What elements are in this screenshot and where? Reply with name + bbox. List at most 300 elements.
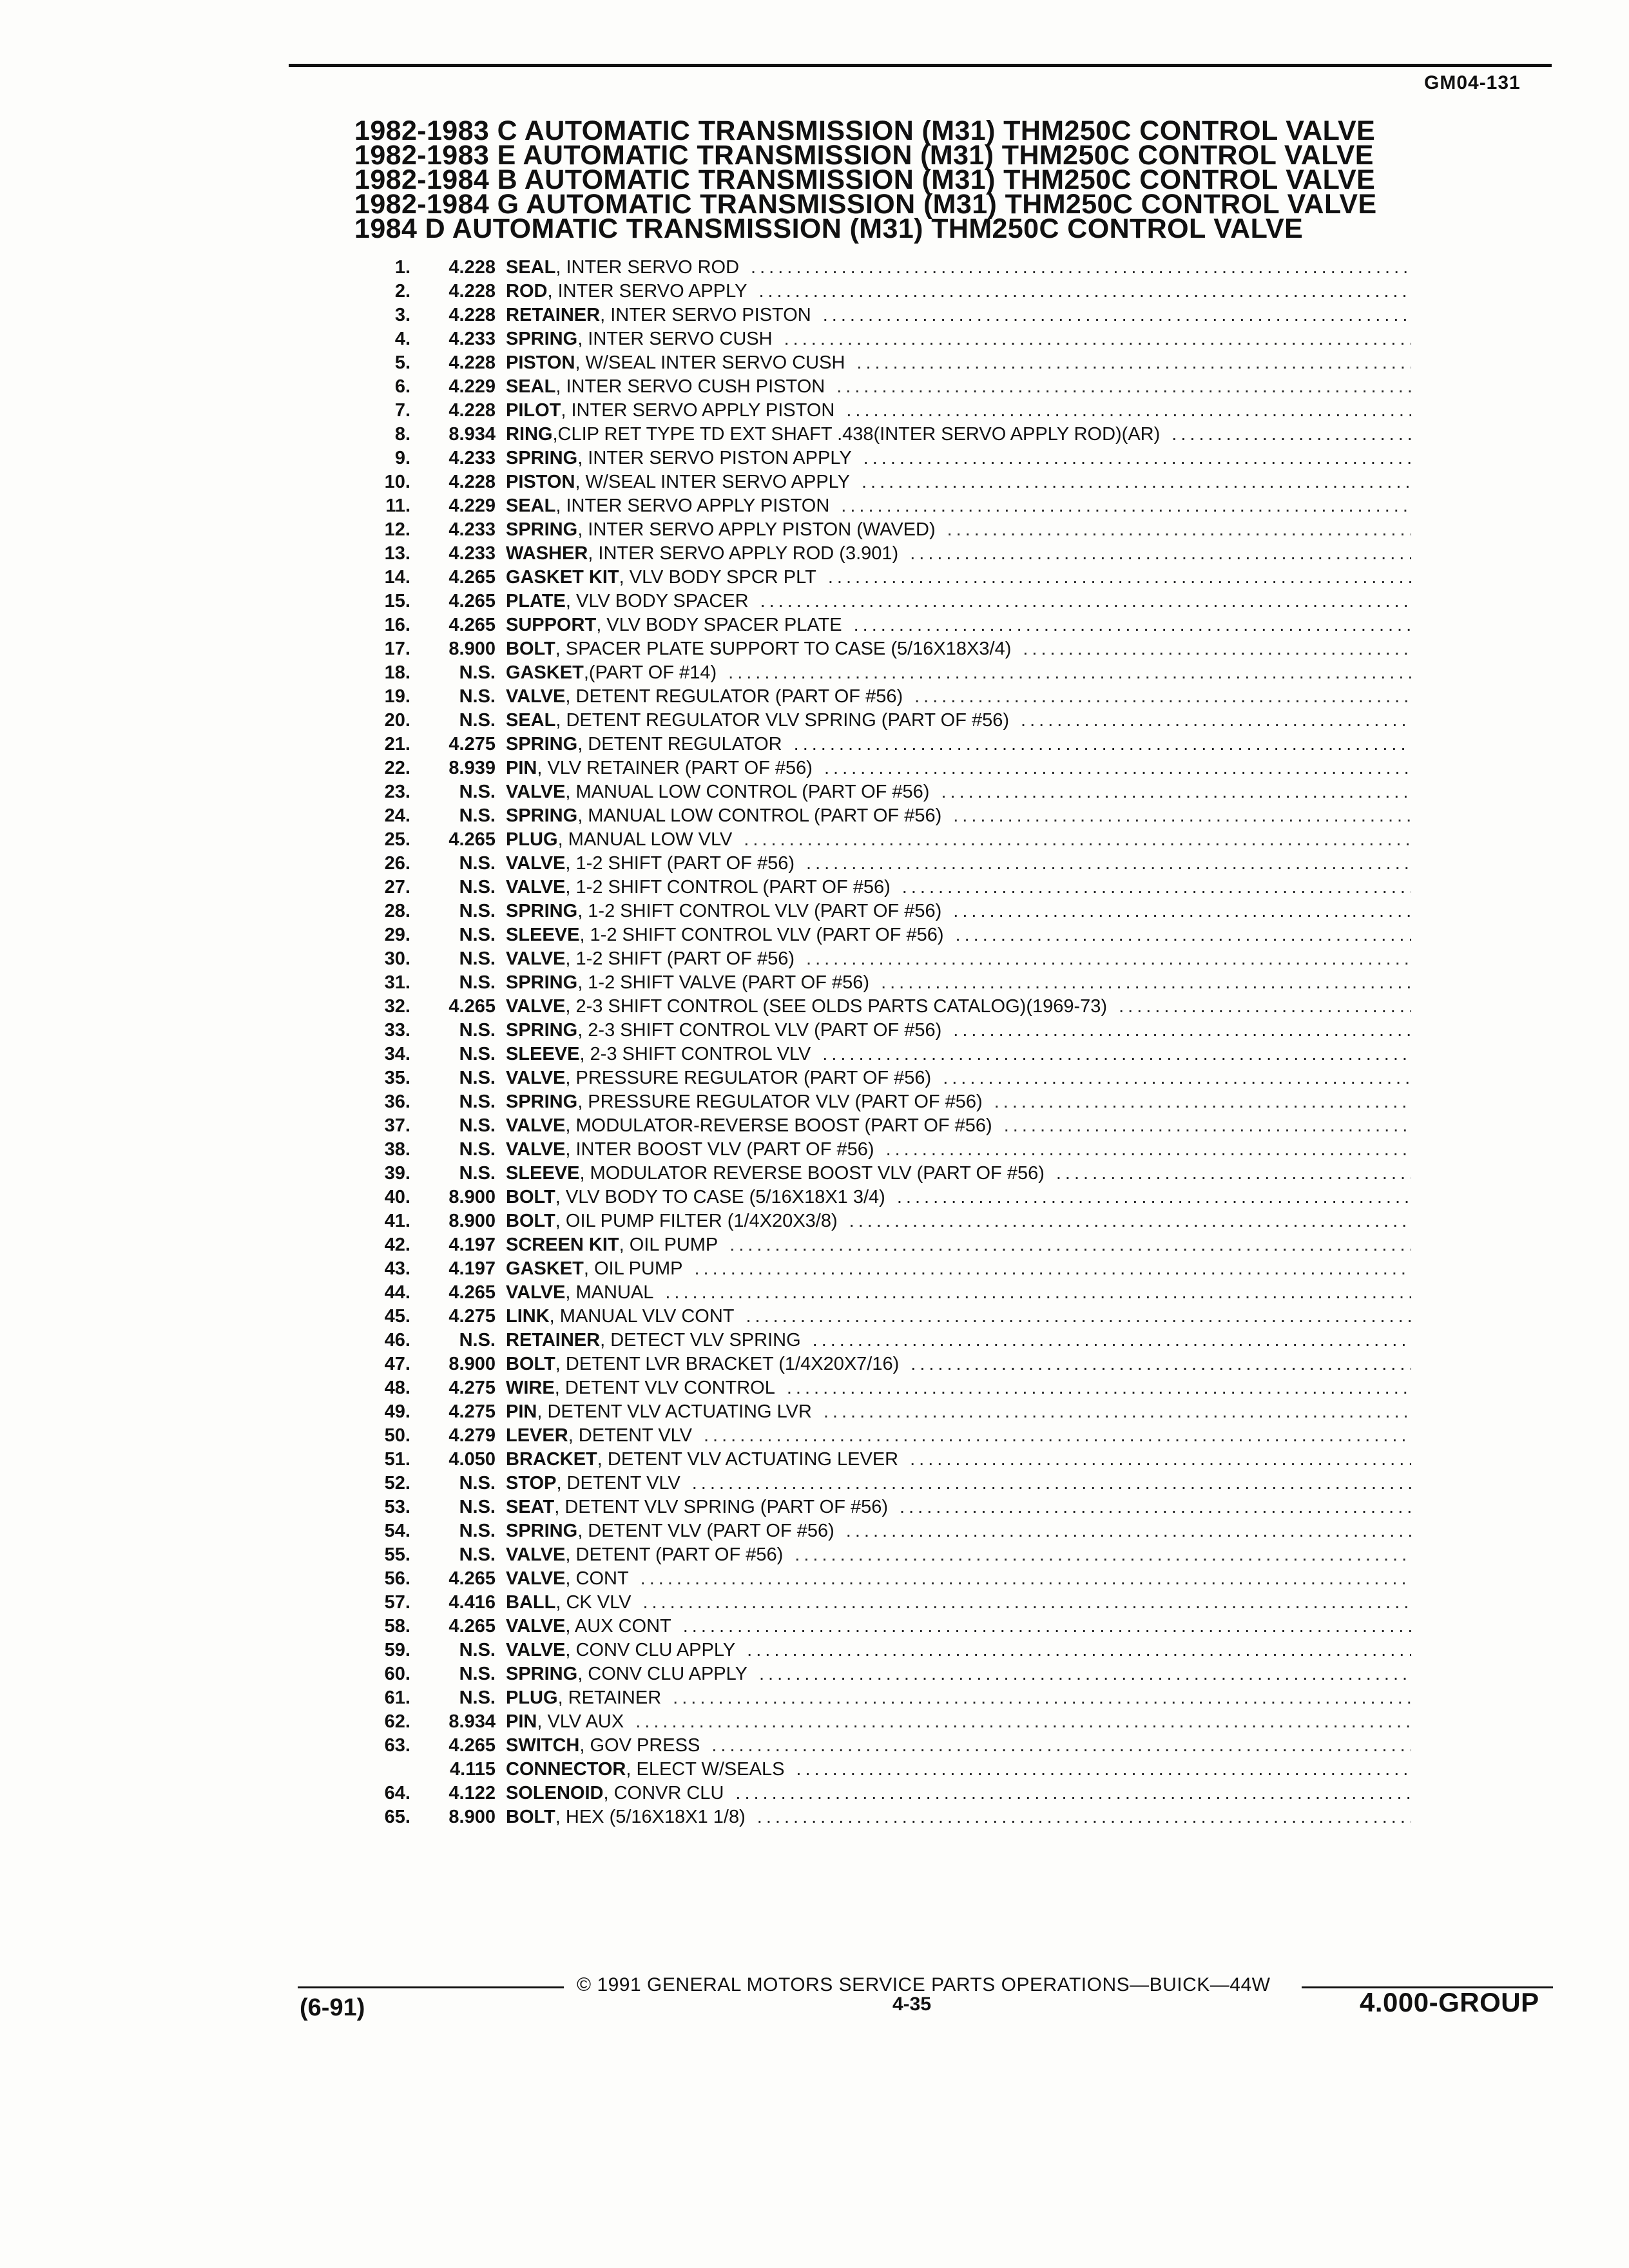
ref-number: 56. [384, 1568, 410, 1589]
dot-leader [758, 280, 1411, 303]
part-name: CONNECTOR [506, 1759, 626, 1780]
group-number: 8.939 [448, 758, 496, 778]
dot-leader [910, 542, 1411, 566]
group-number: 8.900 [448, 1807, 496, 1827]
part-description: , 1-2 SHIFT CONTROL (PART OF #56) [565, 877, 891, 898]
ref-number: 34. [384, 1044, 410, 1064]
ref-number: 46. [384, 1330, 410, 1350]
part-description: , W/SEAL INTER SERVO CUSH [575, 352, 845, 373]
list-item [358, 1734, 1411, 1758]
part-description: , VLV RETAINER (PART OF #56) [537, 758, 813, 778]
group-number: N.S. [459, 1115, 496, 1136]
part-description: , MANUAL LOW CONTROL (PART OF #56) [577, 805, 942, 826]
part-description: , DETENT REGULATOR [577, 734, 782, 754]
group-number: 4.265 [448, 1616, 496, 1637]
dot-leader [841, 494, 1411, 518]
ref-number: 10. [384, 472, 410, 492]
list-item [358, 1615, 1411, 1639]
dot-leader [897, 1186, 1411, 1209]
dot-leader [787, 1376, 1411, 1400]
dot-leader [947, 518, 1411, 542]
group-number: 4.228 [448, 257, 496, 278]
part-name: SPRING [506, 1091, 578, 1112]
ref-number: 17. [384, 639, 410, 659]
list-item [358, 733, 1411, 756]
part-description: , DETENT VLV CONTROL [554, 1378, 775, 1398]
ref-number: 53. [384, 1497, 410, 1517]
group-number: 4.275 [448, 1378, 496, 1398]
dot-leader [683, 1615, 1411, 1639]
ref-number: 20. [384, 710, 410, 731]
list-item [358, 375, 1411, 399]
ref-number: 39. [384, 1163, 410, 1184]
part-name: VALVE [506, 1544, 566, 1565]
group-number: 4.122 [448, 1783, 496, 1803]
group-number: 4.233 [448, 329, 496, 349]
list-item [358, 1019, 1411, 1043]
group-number: 8.934 [448, 424, 496, 445]
part-name: RETAINER [506, 1330, 601, 1350]
list-item [358, 1162, 1411, 1186]
ref-number: 64. [384, 1783, 410, 1803]
part-description: , ELECT W/SEALS [626, 1759, 785, 1780]
dot-leader [694, 1257, 1411, 1281]
part-description: , VLV BODY SPACER PLATE [596, 615, 842, 635]
part-name: VALVE [506, 877, 566, 898]
ref-number: 49. [384, 1401, 410, 1422]
part-name: BOLT [506, 1807, 555, 1827]
part-name: PIN [506, 758, 537, 778]
footer-rule-left [298, 1986, 564, 1988]
part-name: SEAT [506, 1497, 555, 1517]
list-item [358, 1090, 1411, 1114]
group-label: 4.000-GROUP [1360, 1987, 1539, 2017]
part-description: , INTER SERVO APPLY PISTON (WAVED) [577, 519, 936, 540]
list-item [358, 1567, 1411, 1591]
part-description: , VLV AUX [537, 1711, 624, 1732]
part-name: VALVE [506, 948, 566, 969]
part-description: , 1-2 SHIFT VALVE (PART OF #56) [577, 972, 870, 993]
list-item [358, 1686, 1411, 1710]
part-description: , INTER SERVO CUSH [577, 329, 773, 349]
ref-number: 48. [384, 1378, 410, 1398]
group-number: 8.934 [448, 1711, 496, 1732]
group-number: N.S. [459, 782, 496, 802]
dot-leader [641, 1567, 1411, 1591]
group-number: N.S. [459, 1664, 496, 1684]
part-name: VALVE [506, 1139, 566, 1160]
list-item [358, 637, 1411, 661]
list-item [358, 1448, 1411, 1472]
part-name: GASKET [506, 662, 584, 683]
list-item [358, 1424, 1411, 1448]
list-item [358, 613, 1411, 637]
list-item [358, 1114, 1411, 1138]
group-number: 8.900 [448, 1354, 496, 1374]
group-number: 4.275 [448, 1401, 496, 1422]
part-description: , DETENT VLV ACTUATING LEVER [597, 1449, 899, 1470]
part-description: , OIL PUMP [583, 1258, 683, 1279]
dot-leader [795, 1543, 1411, 1567]
ref-number: 35. [384, 1068, 410, 1088]
list-item [358, 399, 1411, 423]
group-number: 4.228 [448, 400, 496, 421]
group-number: N.S. [459, 1068, 496, 1088]
part-description: , SPACER PLATE SUPPORT TO CASE (5/16X18X3/4) [555, 639, 1012, 659]
part-description: , 2-3 SHIFT CONTROL VLV [579, 1044, 811, 1064]
list-item [358, 423, 1411, 447]
part-description: , 2-3 SHIFT CONTROL (SEE OLDS PARTS CATALOG)(1969-73) [565, 996, 1108, 1017]
part-name: SEAL [506, 710, 556, 731]
part-description: , DETENT VLV [556, 1473, 680, 1494]
group-number: 4.275 [448, 1306, 496, 1327]
part-description: , 1-2 SHIFT (PART OF #56) [565, 948, 795, 969]
dot-leader [911, 1352, 1411, 1376]
part-name: BRACKET [506, 1449, 597, 1470]
part-name: PLUG [506, 829, 558, 850]
part-name: SPRING [506, 329, 578, 349]
dot-leader [757, 1805, 1411, 1829]
group-number: N.S. [459, 901, 496, 921]
part-name: SPRING [506, 972, 578, 993]
part-description: , DETENT REGULATOR (PART OF #56) [565, 686, 903, 707]
part-name: STOP [506, 1473, 557, 1494]
part-name: VALVE [506, 996, 566, 1017]
dot-leader [941, 780, 1411, 804]
ref-number: 24. [384, 805, 410, 826]
ref-number: 50. [384, 1425, 410, 1446]
part-name: WIRE [506, 1378, 555, 1398]
list-item [358, 518, 1411, 542]
group-number: N.S. [459, 710, 496, 731]
dot-leader [846, 1519, 1411, 1543]
copyright-notice: © 1991 GENERAL MOTORS SERVICE PARTS OPERATIONS—BUICK—44W [577, 1974, 1271, 1995]
list-item [358, 1209, 1411, 1233]
group-number: N.S. [459, 1330, 496, 1350]
list-item [358, 1352, 1411, 1376]
part-name: SPRING [506, 1664, 578, 1684]
part-description: , GOV PRESS [579, 1735, 700, 1756]
part-description: , MANUAL LOW VLV [557, 829, 733, 850]
part-name: VALVE [506, 1640, 566, 1660]
part-name: PIN [506, 1401, 537, 1422]
group-number: N.S. [459, 877, 496, 898]
part-name: SEAL [506, 495, 556, 516]
part-description: , RETAINER [557, 1687, 662, 1708]
ref-number: 7. [394, 400, 410, 421]
part-description: , INTER SERVO CUSH PISTON [555, 376, 825, 397]
part-name: LEVER [506, 1425, 568, 1446]
dot-leader [910, 1448, 1411, 1472]
ref-number: 60. [384, 1664, 410, 1684]
part-name: GASKET [506, 1258, 584, 1279]
part-description: , PRESSURE REGULATOR (PART OF #56) [565, 1068, 932, 1088]
ref-number: 31. [384, 972, 410, 993]
list-item [358, 1233, 1411, 1257]
list-item [358, 780, 1411, 804]
part-name: BOLT [506, 1211, 555, 1231]
part-description: , DETENT LVR BRACKET (1/4X20X7/16) [555, 1354, 900, 1374]
part-name: SLEEVE [506, 925, 580, 945]
ref-number: 18. [384, 662, 410, 683]
ref-number: 8. [394, 424, 410, 445]
ref-number: 19. [384, 686, 410, 707]
list-item [358, 1329, 1411, 1352]
ref-number: 62. [384, 1711, 410, 1732]
part-name: SLEEVE [506, 1163, 580, 1184]
dot-leader [862, 470, 1411, 494]
dot-leader [824, 756, 1411, 780]
group-number: 4.265 [448, 1282, 496, 1303]
ref-number: 27. [384, 877, 410, 898]
group-number: 4.416 [448, 1592, 496, 1613]
group-number: 4.233 [448, 519, 496, 540]
group-number: N.S. [459, 1044, 496, 1064]
part-name: PISTON [506, 472, 575, 492]
list-item [358, 566, 1411, 590]
part-description: , CK VLV [555, 1592, 631, 1613]
document-id: GM04-131 [1424, 72, 1521, 93]
part-description: , INTER SERVO PISTON [600, 305, 811, 325]
dot-leader [953, 1019, 1411, 1043]
part-description: , CONVR CLU [603, 1783, 724, 1803]
ref-number: 28. [384, 901, 410, 921]
ref-number: 54. [384, 1521, 410, 1541]
part-description: , 1-2 SHIFT (PART OF #56) [565, 853, 795, 874]
part-name: SLEEVE [506, 1044, 580, 1064]
list-item [358, 876, 1411, 899]
dot-leader [1004, 1114, 1411, 1138]
list-item [358, 303, 1411, 327]
part-name: LINK [506, 1306, 550, 1327]
part-description: , DETECT VLV SPRING [600, 1330, 801, 1350]
ref-number: 14. [384, 567, 410, 588]
group-number: 4.229 [448, 495, 496, 516]
list-item [358, 1186, 1411, 1209]
ref-number: 44. [384, 1282, 410, 1303]
dot-leader [692, 1472, 1411, 1495]
list-item [358, 685, 1411, 709]
list-item [358, 1400, 1411, 1424]
dot-leader [794, 733, 1411, 756]
part-description: , INTER SERVO ROD [555, 257, 740, 278]
list-item [358, 852, 1411, 876]
part-description: , PRESSURE REGULATOR VLV (PART OF #56) [577, 1091, 983, 1112]
list-item [358, 1782, 1411, 1805]
part-name: SCREEN KIT [506, 1235, 619, 1255]
dot-leader [846, 399, 1411, 423]
dot-leader [735, 1782, 1411, 1805]
dot-leader [747, 1639, 1411, 1662]
group-number: N.S. [459, 686, 496, 707]
title-line: 1982-1983 E AUTOMATIC TRANSMISSION (M31) THM250C CONTROL VALVE [354, 140, 1374, 171]
group-number: 4.229 [448, 376, 496, 397]
part-name: VALVE [506, 1068, 566, 1088]
ref-number: 15. [384, 591, 410, 611]
group-number: N.S. [459, 1640, 496, 1660]
part-name: SOLENOID [506, 1783, 604, 1803]
part-name: SWITCH [506, 1735, 580, 1756]
group-number: 4.228 [448, 281, 496, 302]
group-number: 4.275 [448, 734, 496, 754]
part-description: , CONV CLU APPLY [577, 1664, 747, 1684]
dot-leader [1119, 995, 1411, 1019]
part-description: ,(PART OF #14) [583, 662, 717, 683]
group-number: 4.197 [448, 1258, 496, 1279]
list-item [358, 1066, 1411, 1090]
ref-number: 6. [394, 376, 410, 397]
group-number: N.S. [459, 853, 496, 874]
ref-number: 11. [385, 495, 410, 516]
ref-number: 33. [384, 1020, 410, 1041]
ref-number: 55. [384, 1544, 410, 1565]
group-number: N.S. [459, 1163, 496, 1184]
dot-leader [824, 1400, 1411, 1424]
list-item [358, 1281, 1411, 1305]
part-description: , 2-3 SHIFT CONTROL VLV (PART OF #56) [577, 1020, 942, 1041]
group-number: 4.265 [448, 1568, 496, 1589]
group-number: N.S. [459, 1091, 496, 1112]
part-name: BOLT [506, 639, 555, 659]
group-number: 4.265 [448, 567, 496, 588]
ref-number: 26. [384, 853, 410, 874]
dot-leader [914, 685, 1411, 709]
list-item [358, 542, 1411, 566]
part-name: VALVE [506, 1282, 566, 1303]
ref-number: 13. [384, 543, 410, 564]
group-number: N.S. [459, 1473, 496, 1494]
part-name: SPRING [506, 734, 578, 754]
dot-leader [953, 804, 1411, 828]
part-name: VALVE [506, 1115, 566, 1136]
part-name: SPRING [506, 1521, 578, 1541]
ref-number: 22. [384, 758, 410, 778]
dot-leader [849, 1209, 1411, 1233]
list-item [358, 1805, 1411, 1829]
list-item [358, 256, 1411, 280]
dot-leader [759, 1662, 1411, 1686]
list-item [358, 494, 1411, 518]
group-number: 4.050 [448, 1449, 496, 1470]
top-rule [289, 64, 1552, 67]
dot-leader [760, 590, 1411, 613]
group-number: N.S. [459, 1139, 496, 1160]
group-number: N.S. [459, 972, 496, 993]
part-name: PISTON [506, 352, 575, 373]
group-number: N.S. [459, 662, 496, 683]
dot-leader [711, 1734, 1411, 1758]
part-name: BOLT [506, 1187, 555, 1207]
dot-leader [784, 327, 1411, 351]
dot-leader [953, 899, 1411, 923]
list-item [358, 1519, 1411, 1543]
list-item [358, 1257, 1411, 1281]
dot-leader [806, 852, 1411, 876]
dot-leader [635, 1710, 1411, 1734]
ref-number: 58. [384, 1616, 410, 1637]
dot-leader [746, 1305, 1412, 1329]
part-name: SEAL [506, 376, 556, 397]
group-number: N.S. [459, 925, 496, 945]
ref-number: 42. [384, 1235, 410, 1255]
ref-number: 38. [384, 1139, 410, 1160]
group-number: 4.265 [448, 615, 496, 635]
part-description: , W/SEAL INTER SERVO APPLY [575, 472, 850, 492]
dot-leader [642, 1591, 1411, 1615]
part-name: SPRING [506, 519, 578, 540]
title-line: 1982-1984 G AUTOMATIC TRANSMISSION (M31) THM250C CONTROL VALVE [354, 189, 1377, 220]
list-item [358, 1305, 1411, 1329]
part-name: SPRING [506, 1020, 578, 1041]
group-number: 4.265 [448, 591, 496, 611]
dot-leader [728, 661, 1411, 685]
part-description: , OIL PUMP [619, 1235, 718, 1255]
parts-list [358, 256, 1411, 1829]
date-code: (6-91) [300, 1994, 365, 2021]
part-name: VALVE [506, 782, 566, 802]
group-number: N.S. [459, 948, 496, 969]
list-item [358, 590, 1411, 613]
part-name: VALVE [506, 686, 566, 707]
list-item [358, 971, 1411, 995]
part-name: PILOT [506, 400, 561, 421]
ref-number: 30. [384, 948, 410, 969]
title-line: 1984 D AUTOMATIC TRANSMISSION (M31) THM250C CONTROL VALVE [354, 213, 1304, 244]
part-description: , CONV CLU APPLY [565, 1640, 736, 1660]
part-description: , INTER BOOST VLV (PART OF #56) [565, 1139, 874, 1160]
part-name: PLUG [506, 1687, 558, 1708]
title-line: 1982-1983 C AUTOMATIC TRANSMISSION (M31) THM250C CONTROL VALVE [354, 115, 1376, 146]
dot-leader [665, 1281, 1411, 1305]
part-description: , MANUAL LOW CONTROL (PART OF #56) [565, 782, 930, 802]
part-description: , INTER SERVO APPLY PISTON [555, 495, 830, 516]
dot-leader [673, 1686, 1411, 1710]
group-number: N.S. [459, 1497, 496, 1517]
group-number: 4.265 [448, 996, 496, 1017]
ref-number: 21. [384, 734, 410, 754]
dot-leader [744, 828, 1411, 852]
part-description: , MODULATOR REVERSE BOOST VLV (PART OF #56) [579, 1163, 1045, 1184]
group-number: 8.900 [448, 1211, 496, 1231]
part-description: , DETENT (PART OF #56) [565, 1544, 784, 1565]
group-number: 4.233 [448, 543, 496, 564]
part-name: SUPPORT [506, 615, 597, 635]
part-name: ROD [506, 281, 548, 302]
ref-number: 43. [384, 1258, 410, 1279]
dot-leader [886, 1138, 1411, 1162]
part-description: , 1-2 SHIFT CONTROL VLV (PART OF #56) [579, 925, 944, 945]
part-name: PIN [506, 1711, 537, 1732]
part-description: , DETENT VLV ACTUATING LVR [537, 1401, 812, 1422]
ref-number: 1. [394, 257, 410, 278]
dot-leader [994, 1090, 1411, 1114]
ref-number: 25. [384, 829, 410, 850]
dot-leader [822, 1043, 1411, 1066]
list-item [358, 1758, 1411, 1782]
list-item [358, 1495, 1411, 1519]
ref-number: 16. [384, 615, 410, 635]
list-item [358, 1591, 1411, 1615]
dot-leader [856, 351, 1411, 375]
group-number: 4.279 [448, 1425, 496, 1446]
group-number: 8.900 [448, 639, 496, 659]
group-number: N.S. [459, 1521, 496, 1541]
group-number: 4.265 [448, 829, 496, 850]
ref-number: 3. [394, 305, 410, 325]
part-name: BOLT [506, 1354, 555, 1374]
ref-number: 29. [384, 925, 410, 945]
list-item [358, 995, 1411, 1019]
